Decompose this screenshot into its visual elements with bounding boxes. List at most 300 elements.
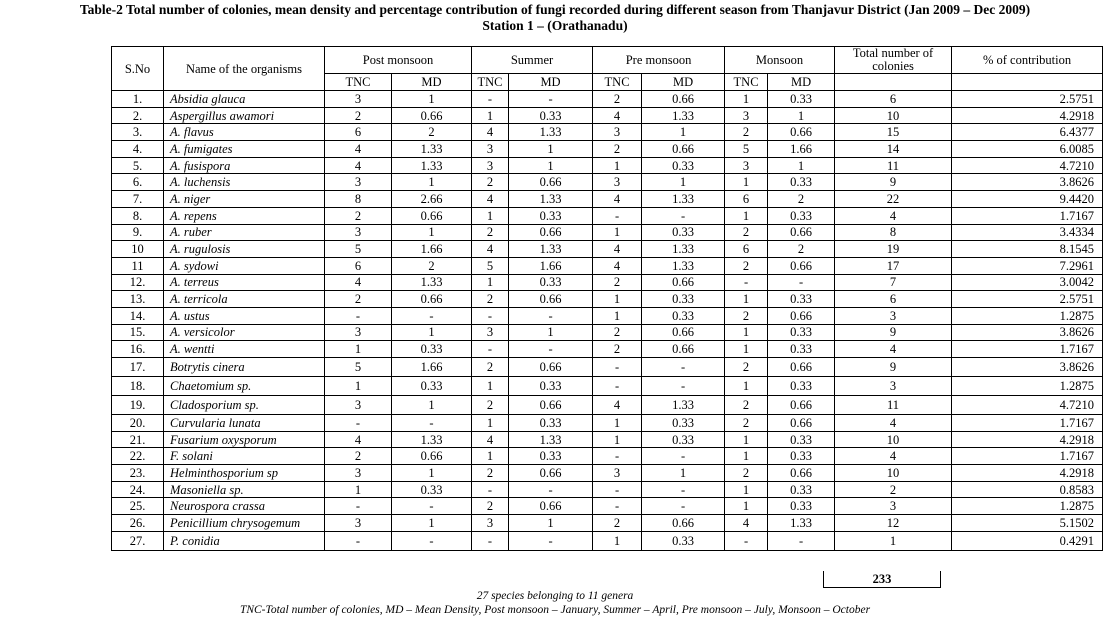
cell-pm-md: 0.33 (392, 481, 472, 498)
cell-mo-md: 0.33 (768, 498, 835, 515)
cell-pm-tnc: 6 (325, 257, 392, 274)
cell-pm-md: 1.66 (392, 358, 472, 377)
cell-pr-tnc: 2 (593, 324, 642, 341)
cell-su-md: 0.66 (509, 396, 593, 415)
cell-mo-md: 0.33 (768, 448, 835, 465)
cell-pm-tnc: 3 (325, 174, 392, 191)
cell-su-tnc: 3 (472, 157, 509, 174)
cell-pm-md: 1 (392, 324, 472, 341)
table-row (112, 257, 1103, 274)
cell-pct: 1.2875 (952, 307, 1103, 324)
cell-sno: 16. (112, 341, 164, 358)
cell-su-tnc: 1 (472, 274, 509, 291)
cell-pct: 1.7167 (952, 415, 1103, 432)
cell-pr-md: 0.66 (642, 274, 725, 291)
cell-sno: 7. (112, 191, 164, 208)
cell-pm-md: 0.33 (392, 377, 472, 396)
cell-pr-md: 1.33 (642, 107, 725, 124)
cell-pr-md: 0.33 (642, 531, 725, 550)
cell-name: Masoniella sp. (164, 481, 325, 498)
cell-pm-md: 1.33 (392, 157, 472, 174)
cell-pct: 7.2961 (952, 257, 1103, 274)
cell-pr-tnc: 1 (593, 224, 642, 241)
cell-mo-tnc: 2 (725, 358, 768, 377)
cell-pm-tnc: 6 (325, 124, 392, 141)
cell-pct: 4.7210 (952, 157, 1103, 174)
cell-pm-md: 1 (392, 465, 472, 482)
cell-pct: 0.8583 (952, 481, 1103, 498)
cell-pm-tnc: - (325, 307, 392, 324)
cell-pr-tnc: 3 (593, 174, 642, 191)
cell-su-md: 1.33 (509, 431, 593, 448)
grand-total: 233 (823, 571, 941, 588)
cell-name: A. ustus (164, 307, 325, 324)
cell-pr-md: 1 (642, 174, 725, 191)
cell-su-tnc: - (472, 481, 509, 498)
cell-mo-md: 0.66 (768, 224, 835, 241)
header-md: MD (642, 74, 725, 91)
cell-su-md: 0.33 (509, 377, 593, 396)
cell-sno: 9. (112, 224, 164, 241)
cell-pct: 2.5751 (952, 91, 1103, 108)
cell-pr-tnc: - (593, 498, 642, 515)
cell-total: 17 (835, 257, 952, 274)
cell-total: 3 (835, 307, 952, 324)
cell-pm-md: 0.66 (392, 448, 472, 465)
cell-pr-md: - (642, 358, 725, 377)
cell-name: F. solani (164, 448, 325, 465)
cell-pm-md: 0.66 (392, 207, 472, 224)
cell-pct: 6.0085 (952, 141, 1103, 158)
header-name: Name of the organisms (164, 47, 325, 91)
cell-pr-tnc: 4 (593, 191, 642, 208)
cell-su-tnc: 3 (472, 324, 509, 341)
table-row (112, 207, 1103, 224)
cell-pr-md: 1 (642, 465, 725, 482)
cell-su-tnc: - (472, 307, 509, 324)
cell-su-tnc: 2 (472, 358, 509, 377)
cell-name: P. conidia (164, 531, 325, 550)
cell-mo-tnc: 1 (725, 324, 768, 341)
cell-pr-tnc: - (593, 481, 642, 498)
cell-sno: 20. (112, 415, 164, 432)
cell-su-tnc: 2 (472, 174, 509, 191)
header-summer: Summer (472, 47, 593, 74)
cell-pm-tnc: 5 (325, 241, 392, 258)
header-sno: S.No (112, 47, 164, 91)
cell-name: Penicillium chrysogemum (164, 515, 325, 532)
cell-pct: 1.2875 (952, 377, 1103, 396)
cell-pm-md: 1.33 (392, 431, 472, 448)
cell-pr-tnc: 1 (593, 291, 642, 308)
cell-name: Cladosporium sp. (164, 396, 325, 415)
cell-name: A. wentti (164, 341, 325, 358)
cell-name: A. terricola (164, 291, 325, 308)
cell-pr-md: 0.33 (642, 307, 725, 324)
cell-pr-tnc: - (593, 207, 642, 224)
cell-su-tnc: - (472, 91, 509, 108)
cell-total: 11 (835, 157, 952, 174)
cell-su-md: 0.33 (509, 448, 593, 465)
cell-pm-tnc: 3 (325, 465, 392, 482)
cell-name: A. rugulosis (164, 241, 325, 258)
cell-mo-md: 0.66 (768, 358, 835, 377)
cell-total: 2 (835, 481, 952, 498)
cell-mo-md: 0.33 (768, 324, 835, 341)
cell-su-md: 0.66 (509, 498, 593, 515)
table-row (112, 91, 1103, 108)
cell-total: 1 (835, 531, 952, 550)
cell-mo-tnc: 1 (725, 448, 768, 465)
cell-mo-md: - (768, 531, 835, 550)
footnote-legend: TNC-Total number of colonies, MD – Mean Density, Post monsoon – January, Summer – April, Pre monsoon – July, Monsoon – October (239, 604, 871, 616)
cell-name: A. fusispora (164, 157, 325, 174)
cell-mo-md: 0.33 (768, 481, 835, 498)
cell-pm-tnc: 8 (325, 191, 392, 208)
cell-su-tnc: 1 (472, 448, 509, 465)
cell-mo-tnc: 1 (725, 174, 768, 191)
header-total: Total number of colonies (835, 47, 952, 74)
cell-pm-tnc: - (325, 531, 392, 550)
cell-mo-md: 0.33 (768, 341, 835, 358)
cell-mo-md: - (768, 274, 835, 291)
cell-mo-md: 0.66 (768, 257, 835, 274)
cell-su-md: 0.66 (509, 174, 593, 191)
cell-pct: 4.2918 (952, 431, 1103, 448)
cell-pm-tnc: 4 (325, 274, 392, 291)
cell-su-md: 1 (509, 324, 593, 341)
cell-pr-md: 0.66 (642, 324, 725, 341)
cell-su-md: 1 (509, 515, 593, 532)
cell-pct: 1.7167 (952, 448, 1103, 465)
cell-name: A. flavus (164, 124, 325, 141)
cell-mo-tnc: 2 (725, 396, 768, 415)
cell-pm-md: 2.66 (392, 191, 472, 208)
footnote-species: 27 species belonging to 11 genera (476, 590, 634, 602)
cell-pr-tnc: 4 (593, 107, 642, 124)
cell-su-md: - (509, 481, 593, 498)
cell-sno: 24. (112, 481, 164, 498)
cell-total: 10 (835, 431, 952, 448)
table-row (112, 107, 1103, 124)
cell-pr-md: 0.33 (642, 291, 725, 308)
table-row (112, 241, 1103, 258)
table-row (112, 531, 1103, 550)
cell-pr-tnc: 4 (593, 257, 642, 274)
cell-mo-md: 0.33 (768, 291, 835, 308)
cell-total: 12 (835, 515, 952, 532)
cell-su-tnc: 2 (472, 498, 509, 515)
cell-pr-tnc: 4 (593, 396, 642, 415)
cell-pm-tnc: 2 (325, 291, 392, 308)
cell-pm-md: - (392, 531, 472, 550)
cell-total: 9 (835, 324, 952, 341)
cell-pr-md: 0.66 (642, 515, 725, 532)
cell-mo-tnc: 1 (725, 341, 768, 358)
cell-mo-md: 0.33 (768, 377, 835, 396)
cell-pm-tnc: 2 (325, 107, 392, 124)
table-row (112, 274, 1103, 291)
table-row (112, 124, 1103, 141)
table-row (112, 448, 1103, 465)
header-pct: % of contribution (952, 47, 1103, 74)
cell-pm-md: 1 (392, 396, 472, 415)
cell-su-tnc: 5 (472, 257, 509, 274)
cell-su-tnc: 1 (472, 107, 509, 124)
cell-sno: 22. (112, 448, 164, 465)
cell-pm-tnc: 5 (325, 358, 392, 377)
cell-sno: 5. (112, 157, 164, 174)
cell-pm-md: 0.33 (392, 341, 472, 358)
cell-sno: 2. (112, 107, 164, 124)
cell-pct: 4.2918 (952, 465, 1103, 482)
cell-su-md: 0.33 (509, 107, 593, 124)
cell-pr-md: 0.33 (642, 415, 725, 432)
cell-su-md: 1.33 (509, 191, 593, 208)
cell-pr-md: 1.33 (642, 396, 725, 415)
cell-pm-md: 1 (392, 174, 472, 191)
table-row (112, 291, 1103, 308)
header-tnc: TNC (325, 74, 392, 91)
cell-pm-md: 1.66 (392, 241, 472, 258)
cell-mo-md: 2 (768, 191, 835, 208)
cell-su-tnc: 3 (472, 515, 509, 532)
cell-mo-tnc: 6 (725, 191, 768, 208)
cell-su-tnc: 1 (472, 377, 509, 396)
cell-pr-tnc: - (593, 358, 642, 377)
cell-name: Fusarium oxysporum (164, 431, 325, 448)
cell-pct: 3.8626 (952, 358, 1103, 377)
cell-su-md: 0.33 (509, 207, 593, 224)
cell-mo-tnc: 4 (725, 515, 768, 532)
cell-sno: 6. (112, 174, 164, 191)
cell-pm-md: - (392, 498, 472, 515)
cell-sno: 8. (112, 207, 164, 224)
cell-sno: 17. (112, 358, 164, 377)
cell-su-md: 1 (509, 141, 593, 158)
cell-pm-tnc: 1 (325, 481, 392, 498)
cell-total: 4 (835, 207, 952, 224)
cell-sno: 18. (112, 377, 164, 396)
cell-pct: 1.2875 (952, 498, 1103, 515)
cell-pm-md: - (392, 415, 472, 432)
cell-pm-md: 1 (392, 224, 472, 241)
cell-name: Chaetomium sp. (164, 377, 325, 396)
cell-total: 9 (835, 358, 952, 377)
cell-su-tnc: 1 (472, 415, 509, 432)
cell-pr-md: - (642, 448, 725, 465)
cell-mo-tnc: 3 (725, 157, 768, 174)
cell-pm-tnc: 4 (325, 157, 392, 174)
cell-pr-tnc: 2 (593, 274, 642, 291)
cell-sno: 12. (112, 274, 164, 291)
cell-pct: 4.7210 (952, 396, 1103, 415)
cell-pct: 6.4377 (952, 124, 1103, 141)
cell-pr-tnc: 1 (593, 157, 642, 174)
cell-total: 19 (835, 241, 952, 258)
table-row (112, 224, 1103, 241)
cell-total: 8 (835, 224, 952, 241)
cell-pr-md: - (642, 498, 725, 515)
table-row (112, 307, 1103, 324)
cell-mo-tnc: 2 (725, 307, 768, 324)
cell-mo-md: 0.33 (768, 431, 835, 448)
cell-su-tnc: 2 (472, 224, 509, 241)
cell-pm-tnc: 2 (325, 448, 392, 465)
cell-total: 11 (835, 396, 952, 415)
cell-pct: 2.5751 (952, 291, 1103, 308)
cell-su-tnc: - (472, 341, 509, 358)
cell-name: A. ruber (164, 224, 325, 241)
cell-sno: 1. (112, 91, 164, 108)
cell-pr-tnc: 2 (593, 515, 642, 532)
table-body (112, 91, 1103, 551)
table-row (112, 157, 1103, 174)
cell-total: 10 (835, 465, 952, 482)
cell-total: 14 (835, 141, 952, 158)
cell-pr-tnc: 1 (593, 431, 642, 448)
cell-mo-md: 1 (768, 157, 835, 174)
cell-pr-tnc: 2 (593, 141, 642, 158)
cell-mo-tnc: - (725, 274, 768, 291)
cell-mo-md: 0.33 (768, 207, 835, 224)
table-title: Table-2 Total number of colonies, mean density and percentage contribution of fungi recorded during different season from Thanjavur District (Jan 2009 – Dec 2009) (79, 2, 1031, 17)
cell-pr-md: 1.33 (642, 191, 725, 208)
cell-name: A. luchensis (164, 174, 325, 191)
cell-mo-tnc: 1 (725, 91, 768, 108)
cell-su-md: 1.66 (509, 257, 593, 274)
cell-mo-md: 1.33 (768, 515, 835, 532)
cell-total: 4 (835, 415, 952, 432)
cell-total: 10 (835, 107, 952, 124)
header-md: MD (392, 74, 472, 91)
cell-pm-tnc: 3 (325, 91, 392, 108)
cell-sno: 4. (112, 141, 164, 158)
cell-mo-tnc: 5 (725, 141, 768, 158)
cell-pct: 9.4420 (952, 191, 1103, 208)
cell-pct: 0.4291 (952, 531, 1103, 550)
cell-su-md: - (509, 91, 593, 108)
cell-total: 3 (835, 498, 952, 515)
cell-pm-tnc: - (325, 415, 392, 432)
cell-pm-md: - (392, 307, 472, 324)
cell-total: 6 (835, 91, 952, 108)
cell-pm-md: 2 (392, 257, 472, 274)
cell-pct: 1.7167 (952, 207, 1103, 224)
cell-mo-tnc: 3 (725, 107, 768, 124)
cell-su-md: 0.66 (509, 358, 593, 377)
cell-pm-tnc: 3 (325, 224, 392, 241)
header-tnc: TNC (725, 74, 768, 91)
cell-mo-md: 0.66 (768, 396, 835, 415)
cell-name: A. fumigates (164, 141, 325, 158)
cell-name: Absidia glauca (164, 91, 325, 108)
table-row (112, 341, 1103, 358)
cell-pr-md: 0.33 (642, 224, 725, 241)
cell-mo-md: 0.66 (768, 307, 835, 324)
cell-su-md: - (509, 307, 593, 324)
cell-pct: 3.0042 (952, 274, 1103, 291)
cell-mo-tnc: 1 (725, 377, 768, 396)
table-row (112, 481, 1103, 498)
cell-name: A. sydowi (164, 257, 325, 274)
cell-name: A. terreus (164, 274, 325, 291)
cell-pr-md: - (642, 207, 725, 224)
cell-pr-md: 0.66 (642, 341, 725, 358)
cell-pr-tnc: 3 (593, 124, 642, 141)
cell-name: Curvularia lunata (164, 415, 325, 432)
cell-mo-md: 1.66 (768, 141, 835, 158)
cell-sno: 13. (112, 291, 164, 308)
cell-mo-tnc: 2 (725, 415, 768, 432)
cell-pr-tnc: 3 (593, 465, 642, 482)
cell-pr-tnc: 1 (593, 307, 642, 324)
cell-mo-tnc: 2 (725, 224, 768, 241)
cell-pr-md: 0.33 (642, 157, 725, 174)
cell-mo-tnc: 1 (725, 207, 768, 224)
cell-total: 6 (835, 291, 952, 308)
cell-su-md: - (509, 531, 593, 550)
cell-total: 9 (835, 174, 952, 191)
cell-su-tnc: 1 (472, 207, 509, 224)
cell-name: A. versicolor (164, 324, 325, 341)
cell-pm-tnc: 3 (325, 515, 392, 532)
cell-su-tnc: 2 (472, 396, 509, 415)
cell-su-md: 0.66 (509, 224, 593, 241)
cell-pr-md: 0.66 (642, 141, 725, 158)
table-row (112, 431, 1103, 448)
table-row (112, 396, 1103, 415)
header-blank (835, 74, 952, 91)
cell-mo-tnc: 6 (725, 241, 768, 258)
cell-mo-tnc: 1 (725, 431, 768, 448)
cell-mo-md: 1 (768, 107, 835, 124)
cell-sno: 14. (112, 307, 164, 324)
table-row (112, 498, 1103, 515)
cell-pr-md: - (642, 377, 725, 396)
table-row (112, 324, 1103, 341)
cell-pr-tnc: 1 (593, 531, 642, 550)
cell-total: 3 (835, 377, 952, 396)
cell-su-tnc: - (472, 531, 509, 550)
cell-mo-md: 0.33 (768, 174, 835, 191)
cell-pm-tnc: 1 (325, 341, 392, 358)
header-pre-monsoon: Pre monsoon (593, 47, 725, 74)
cell-sno: 10 (112, 241, 164, 258)
table-row (112, 358, 1103, 377)
cell-sno: 27. (112, 531, 164, 550)
header-tnc: TNC (593, 74, 642, 91)
table-row (112, 377, 1103, 396)
cell-pm-tnc: 4 (325, 431, 392, 448)
cell-mo-tnc: 1 (725, 481, 768, 498)
cell-pr-tnc: - (593, 377, 642, 396)
cell-pr-md: 0.33 (642, 431, 725, 448)
fungi-table (111, 46, 1103, 551)
cell-pm-tnc: 4 (325, 141, 392, 158)
cell-mo-tnc: 2 (725, 465, 768, 482)
cell-pr-tnc: 4 (593, 241, 642, 258)
cell-pct: 3.8626 (952, 324, 1103, 341)
cell-su-tnc: 3 (472, 141, 509, 158)
cell-name: Helminthosporium sp (164, 465, 325, 482)
cell-sno: 26. (112, 515, 164, 532)
cell-pct: 1.7167 (952, 341, 1103, 358)
header-blank (952, 74, 1103, 91)
cell-mo-tnc: - (725, 531, 768, 550)
cell-su-md: 1.33 (509, 124, 593, 141)
cell-name: Botrytis cinera (164, 358, 325, 377)
